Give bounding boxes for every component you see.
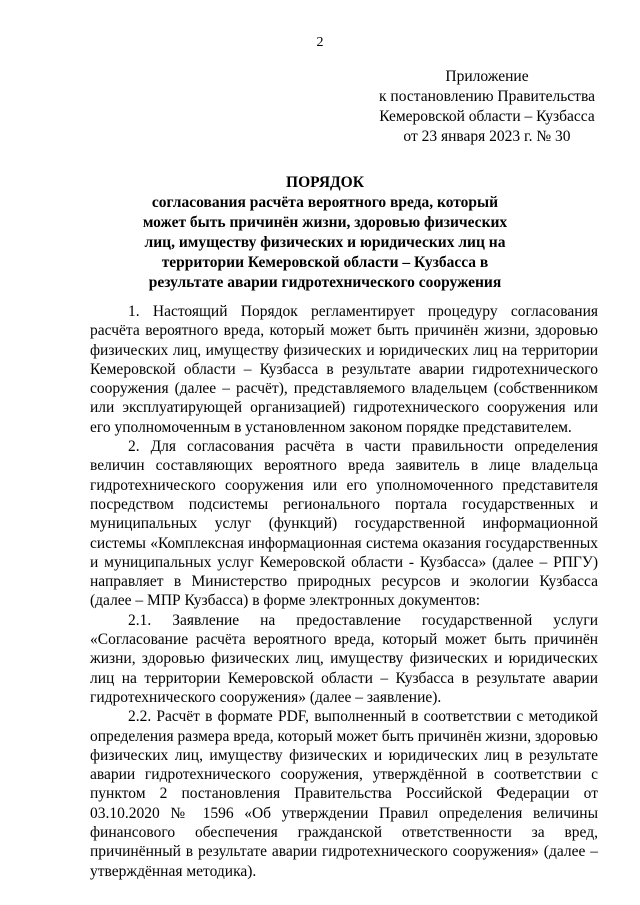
document-body — [90, 302, 598, 881]
appendix-line: Приложение — [445, 68, 529, 85]
paragraph-2-2: 2.2. Расчёт в формате PDF, выполненный в соответствии с методикой определения размера вреда, который может быть причинён жизни, здоровью физических лиц, имуществу физических и юридических лиц в результате аварии гидротехнического сооружения, утверждённой в соответствии с пунктом 2 постановления Правительства Российской Федерации от 03.10.2020 № 1596 «Об утверждении Правил определения величины финансового обеспечения гражданской ответственности за вред, причинённый в результате аварии гидротехнического сооружения» (далее – утверждённая методика). — [90, 708, 598, 880]
title-line: может быть причинён жизни, здоровью физических — [142, 214, 508, 231]
appendix-date-line: от 23 января 2023 г. № 30 — [403, 128, 571, 145]
title-heading: ПОРЯДОК — [286, 174, 364, 191]
appendix-block — [362, 67, 612, 147]
paragraph-2-1: 2.1. Заявление на предоставление государственной услуги «Согласование расчёта вероятного вреда, который может быть причинён жизни, здоровью физических лиц, имуществу физических и юридических лиц на территории Кемеровской области – Кузбасса в результате аварии гидротехнического сооружения» (далее – заявление). — [90, 611, 598, 706]
page-number: 2 — [316, 35, 324, 50]
appendix-line: Кемеровской области – Кузбасса — [379, 108, 595, 125]
title-line: согласования расчёта вероятного вреда, который — [151, 194, 499, 211]
paragraph-1: 1. Настоящий Порядок регламентирует процедуру согласования расчёта вероятного вреда, который может быть причинён жизни, здоровью физических лиц, имуществу физических и юридических лиц на территории Кемеровской области – Кузбасса в результате аварии гидротехнического сооружения (далее – расчёт), представляемого владельцем (собственником или эксплуатирующей организацией) гидротехнического сооружения или его уполномоченным в установленном законом порядке представителем. — [90, 303, 598, 436]
title-line: лиц, имуществу физических и юридических лиц на — [144, 234, 506, 251]
document-title — [90, 173, 560, 293]
appendix-line: к постановлению Правительства — [379, 88, 595, 105]
title-line: территории Кемеровской области – Кузбасса в — [161, 254, 489, 271]
paragraph-2: 2. Для согласования расчёта в части правильности определения величин составляющих вероятного вреда заявитель в лице владельца гидротехнического сооружения или его уполномоченного представителя посредством подсистемы регионального портала государственных и муниципальных услуг (функций) государственной информационной системы «Комплексная информационная система оказания государственных и муниципальных услуг Кемеровской области - Кузбасса» (далее – РПГУ) направляет в Министерство природных ресурсов и экологии Кузбасса (далее – МПР Кузбасса) в форме электронных документов: — [90, 438, 598, 610]
title-line: результате аварии гидротехнического сооружения — [148, 274, 502, 291]
